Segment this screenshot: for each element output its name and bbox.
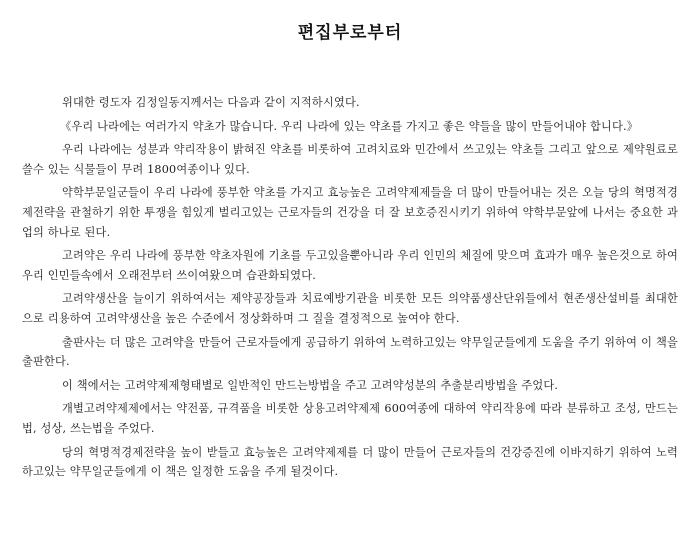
paragraph-1: 위대한 령도자 김정일동지께서는 다음과 같이 지적하시였다.: [62, 96, 360, 109]
paragraph-5: 고려약은 우리 나라에 풍부한 약초자원에 기초를 두고있을뿐아니라 우리 인민의 체질에 맞으며 효과가 매우 높은것으로 하여 우리 인민들속에서 오래전부터 쓰이여왔으며 습관화되였다.: [22, 249, 678, 282]
paragraph-9: 개별고려약제제에서는 약전품, 규격품을 비롯한 상용고려약제제 600여종에 대하여 약리작용에 따라 분류하고 조성, 만드는법, 성상, 쓰는법을 주었다.: [22, 402, 678, 435]
document-body: [22, 93, 678, 482]
paragraph-3: 우리 나라에는 성분과 약리작용이 밝혀진 약초를 비롯하여 고려치료와 민간에서 쓰고있는 약초들 그리고 앞으로 제약원료로 쓸수 있는 식물들이 무려 1800여종이나 있다.: [22, 143, 678, 176]
paragraph-10: 당의 혁명적경제전략을 높이 받들고 효능높은 고려약제제를 더 많이 만들어 근로자들의 건강증진에 이바지하기 위하여 노력하고있는 약무일군들에게 이 책은 일정한 도움을 주게 될것이다.: [22, 445, 678, 479]
paragraph-quote: 《우리 나라에는 여러가지 약초가 많습니다. 우리 나라에 있는 약초를 가지고 좋은 약들을 많이 만들어내야 합니다.》: [60, 119, 639, 133]
paragraph-6: 고려약생산을 늘이기 위하여서는 제약공장들과 치료예방기관을 비롯한 모든 의약품생산단위들에서 현존생산설비를 최대한으로 리용하여 고려약생산을 높은 수준에서 정상화하며 그 질을 결정적으로 높여야 한다.: [22, 292, 678, 325]
paragraph-8: 이 책에서는 고려약제제형태별로 일반적인 만드는방법을 주고 고려약성분의 추출분리방법을 주었다.: [62, 378, 559, 392]
paragraph-7: 출판사는 더 많은 고려약을 만들어 근로자들에게 공급하기 위하여 노력하고있는 약무일군들에게 도움을 주기 위하여 이 책을 출판한다.: [22, 335, 678, 369]
paragraph-4: 약학부문일군들이 우리 나라에 풍부한 약초를 가지고 효능높은 고려약제제들을 더 많이 만들어내는 것은 오늘 당의 혁명적경제전략을 관철하기 위한 투쟁을 힘있게 벌리고있는 근로자들의 건강을 더 잘 보호증진시키기 위하여 약학부문앞에 나서는 중요한 과업의 하나로 된다.: [22, 186, 678, 239]
page-title: 편집부로부터: [297, 23, 403, 43]
